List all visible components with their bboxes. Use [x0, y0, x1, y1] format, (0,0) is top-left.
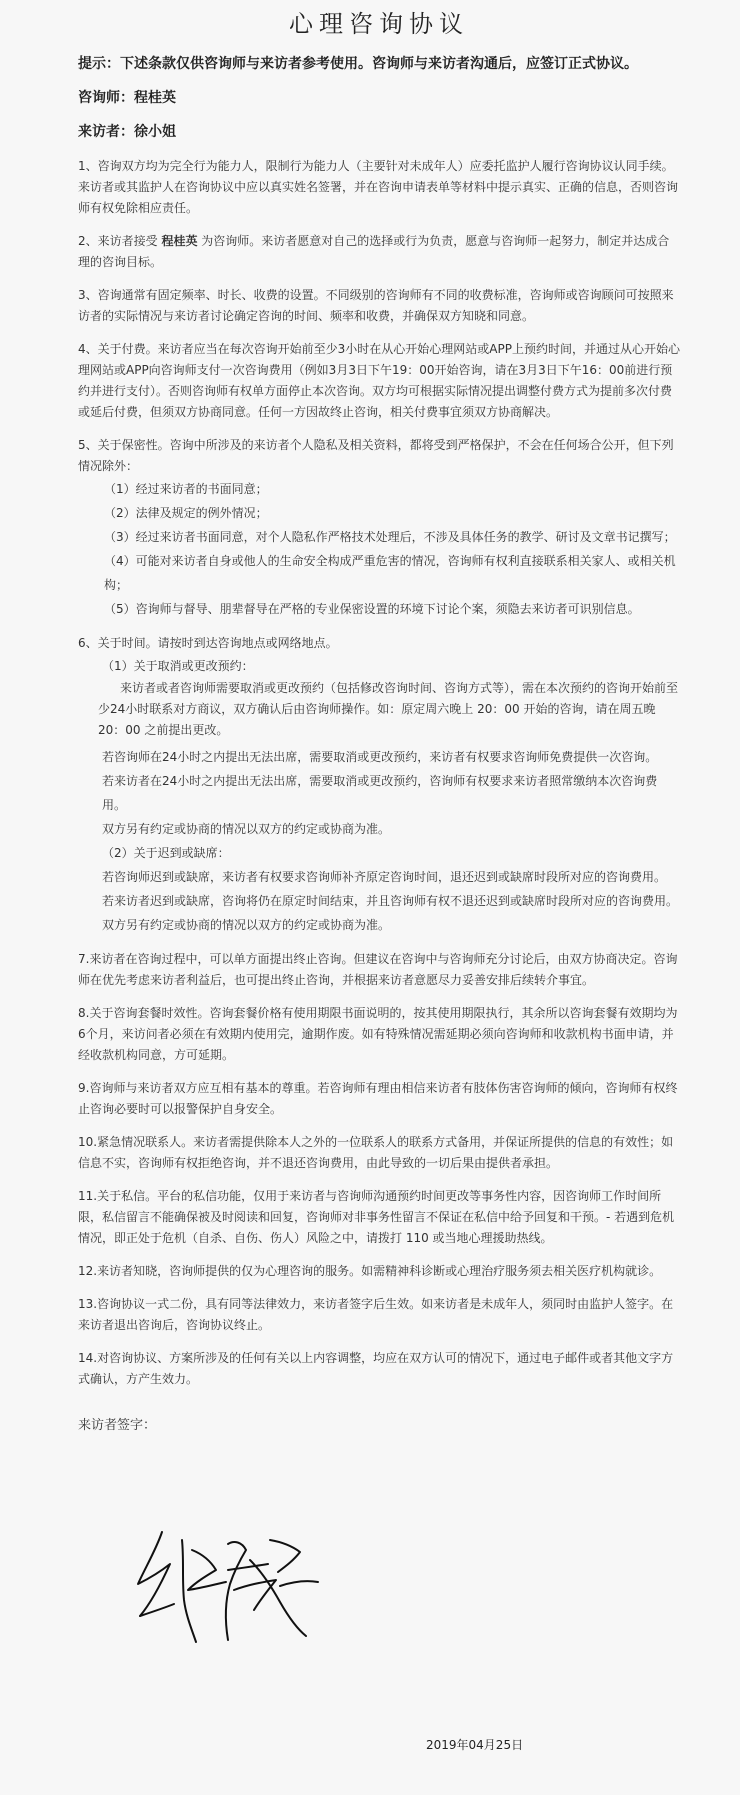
signature-date: 2019年04月25日: [426, 1738, 524, 1752]
clause-6-1-line: 若来访者在24小时之内提出无法出席，需要取消或更改预约，咨询师有权要求来访者照常缴纳本次咨询费用。: [102, 774, 658, 812]
handwritten-signature: [130, 1520, 330, 1660]
clause-1: 1、咨询双方均为完全行为能力人，限制行为能力人（主要针对未成年人）应委托监护人履行咨询协议认同手续。来访者或其监护人在咨询协议中应以真实姓名签署，并在咨询申请表单等材料中提示真实、正确的信息，否则咨询师有权免除相应责任。: [78, 159, 679, 215]
clause-2-pre: 2、来访者接受: [78, 234, 162, 248]
clause-5-item: （4）可能对来访者自身或他人的生命安全构成严重危害的情况，咨询师有权利直接联系相关家人、或相关机构；: [104, 554, 676, 592]
clause-4: 4、关于付费。来访者应当在每次咨询开始前至少3小时在从心开始心理网站或APP上预约时间，并通过从心开始心理网站或APP向咨询师支付一次咨询费用（例如3月3日下午19：00开始咨询，请在3月3日下午16：00前进行预约并进行支付）。否则咨询师有权单方面停止本次咨询。双方均可根据实际情况提出调整付费方式为提前多次付费或延后付费，但须双方协商同意。任何一方因故终止咨询，相关付费事宜须双方协商解决。: [78, 342, 680, 419]
clause-12: 12.来访者知晓，咨询师提供的仅为心理咨询的服务。如需精神科诊断或心理治疗服务须去相关医疗机构就诊。: [78, 1264, 662, 1278]
signature-label: 来访者签字：: [78, 1418, 157, 1433]
notice-text: 提示：下述条款仅供咨询师与来访者参考使用。咨询师与来访者沟通后，应签订正式协议。: [78, 56, 638, 72]
clause-6-1-line: 双方另有约定或协商的情况以双方的约定或协商为准。: [102, 822, 391, 836]
clause-14: 14.对咨询协议、方案所涉及的任何有关以上内容调整，均应在双方认可的情况下，通过电子邮件或者其他文字方式确认，方产生效力。: [78, 1351, 674, 1386]
clause-13: 13.咨询协议一式二份，具有同等法律效力，来访者签字后生效。如来访者是未成年人，须同时由监护人签字。在来访者退出咨询后，咨询协议终止。: [78, 1297, 674, 1332]
clause-5-item: （1）经过来访者的书面同意；: [104, 482, 268, 496]
page-title: 心理咨询协议: [289, 10, 469, 38]
counselor-name: 程桂英: [161, 234, 198, 248]
clause-7: 7.来访者在咨询过程中，可以单方面提出终止咨询。但建议在咨询中与咨询师充分讨论后，由双方协商决定。咨询师在优先考虑来访者利益后，也可提出终止咨询，并根据来访者意愿尽力妥善安排后续转介事宜。: [78, 952, 678, 987]
clauses: [78, 156, 680, 1390]
clause-6-1-heading: （1）关于取消或更改预约：: [102, 659, 254, 673]
clause-8: 8.关于咨询套餐时效性。咨询套餐价格有使用期限书面说明的，按其使用期限执行，其余所以咨询套餐有效期均为6个月，来访问者必须在有效期内使用完，逾期作废。如有特殊情况需延期必须向咨询师和收款机构书面申请，并经收款机构同意，方可延期。: [78, 1006, 678, 1062]
clause-5-item: （5）咨询师与督导、朋辈督导在严格的专业保密设置的环境下讨论个案，须隐去来访者可识别信息。: [104, 602, 640, 616]
visitor-line: 来访者：徐小姐: [78, 124, 176, 140]
clause-6-2-line: 双方另有约定或协商的情况以双方的约定或协商为准。: [102, 918, 391, 932]
clause-6-1-paragraph: 来访者或者咨询师需要取消或更改预约（包括修改咨询时间、咨询方式等），需在本次预约的咨询开始前至少24小时联系对方商议，双方确认后由咨询师操作。如：原定周六晚上 20：00 开始的咨询，请在周五晚 20：00 之前提出更改。: [98, 681, 679, 737]
counselor-line: 咨询师：程桂英: [78, 90, 176, 106]
clause-6-2-line: 若咨询师迟到或缺席，来访者有权要求咨询师补齐原定咨询时间，退还迟到或缺席时段所对应的咨询费用。: [102, 870, 667, 884]
clause-6-1-line: 若咨询师在24小时之内提出无法出席，需要取消或更改预约，来访者有权要求咨询师免费提供一次咨询。: [102, 750, 658, 764]
clause-3: 3、咨询通常有固定频率、时长、收费的设置。不同级别的咨询师有不同的收费标准，咨询师或咨询顾问可按照来访者的实际情况与来访者讨论确定咨询的时间、频率和收费，并确保双方知晓和同意。: [78, 288, 674, 323]
clause-6: [78, 633, 680, 937]
clause-11: 11.关于私信。平台的私信功能，仅用于来访者与咨询师沟通预约时间更改等事务性内容，因咨询师工作时间所限，私信留言不能确保被及时阅读和回复，咨询师对非事务性留言不保证在私信中给予回复和干预。- 若遇到危机情况，即正处于危机（自杀、自伤、伤人）风险之中，请拨打 110 或当地心理援助热线。: [78, 1189, 675, 1245]
clause-10: 10.紧急情况联系人。来访者需提供除本人之外的一位联系人的联系方式备用，并保证所提供的信息的有效性；如信息不实，咨询师有权拒绝咨询，并不退还咨询费用，由此导致的一切后果由提供者承担。: [78, 1135, 674, 1170]
clause-6-2-line: 若来访者迟到或缺席，咨询将仍在原定时间结束，并且咨询师有权不退还迟到或缺席时段所对应的咨询费用。: [102, 894, 679, 908]
clause-5-text: 5、关于保密性。咨询中所涉及的来访者个人隐私及相关资料，都将受到严格保护，不会在任何场合公开，但下列情况除外：: [78, 438, 674, 473]
clause-6-2-heading: （2）关于迟到或缺席：: [102, 846, 230, 860]
clause-5-item: （3）经过来访者书面同意，对个人隐私作严格技术处理后，不涉及具体任务的教学、研讨及文章书记撰写；: [104, 530, 676, 544]
clause-5-item: （2）法律及规定的例外情况；: [104, 506, 268, 520]
clause-2-post: 为咨询师。来访者愿意对自己的选择或行为负责，愿意与咨询师一起努力，制定并达成合理的咨询目标。: [78, 234, 670, 269]
clause-5: [78, 435, 680, 621]
clause-2: [78, 231, 680, 273]
clause-6-text: 6、关于时间。请按时到达咨询地点或网络地点。: [78, 636, 338, 650]
clause-9: 9.咨询师与来访者双方应互相有基本的尊重。若咨询师有理由相信来访者有肢体伤害咨询师的倾向，咨询师有权终止咨询必要时可以报警保护自身安全。: [78, 1081, 678, 1116]
